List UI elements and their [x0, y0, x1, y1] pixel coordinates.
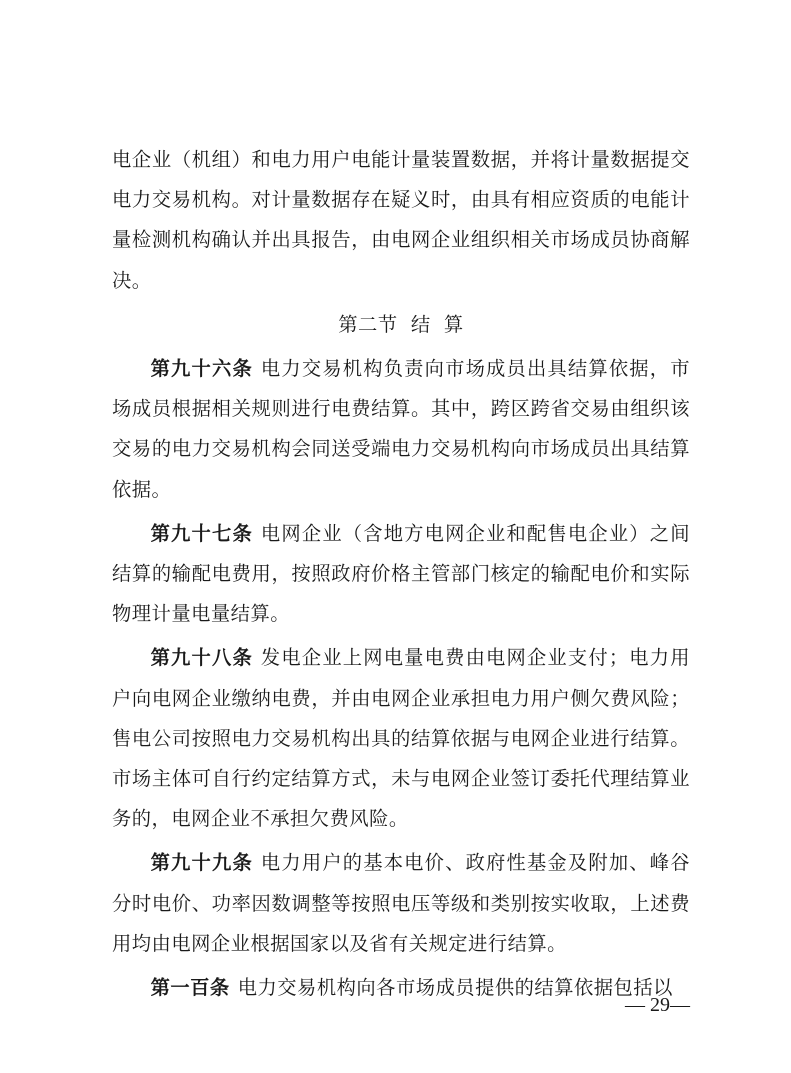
- article-number: 第一百条: [150, 976, 230, 1000]
- article-number: 第九十九条: [150, 851, 253, 875]
- article-number: 第九十八条: [150, 646, 253, 670]
- article-99: [112, 843, 690, 964]
- article-number: 第九十六条: [150, 357, 253, 381]
- article-text: 发电企业上网电量电费由电网企业支付；电力用户向电网企业缴纳电费，并由电网企业承担电力用户侧欠费风险；售电公司按照电力交易机构出具的结算依据与电网企业进行结算。市场主体可自行约定结算方式，未与电网企业签订委托代理结算业务的，电网企业不承担欠费风险。: [112, 646, 691, 831]
- article-100: [112, 968, 690, 1008]
- article-96: [112, 349, 690, 510]
- article-text: 电力交易机构向各市场成员提供的结算依据包括以: [237, 976, 673, 1000]
- page-number: — 29—: [625, 994, 690, 1016]
- article-text: 电力用户的基本电价、政府性基金及附加、峰谷分时电价、功率因数调整等按照电压等级和类别按实收取，上述费用均由电网企业根据国家以及省有关规定进行结算。: [112, 851, 691, 955]
- paragraph-continuation: 电企业（机组）和电力用户电能计量装置数据，并将计量数据提交电力交易机构。对计量数据存在疑义时，由具有相应资质的电能计量检测机构确认并出具报告，由电网企业组织相关市场成员协商解决。: [112, 148, 690, 292]
- article-97: [112, 514, 690, 635]
- article-98: [112, 638, 690, 839]
- article-number: 第九十七条: [150, 521, 253, 545]
- article-text: 电力交易机构负责向市场成员出具结算依据，市场成员根据相关规则进行电费结算。其中，跨区跨省交易由组织该交易的电力交易机构会同送受端电力交易机构向市场成员出具结算依据。: [112, 357, 691, 501]
- section-heading: 第二节 结 算: [338, 312, 464, 336]
- article-text: 电网企业（含地方电网企业和配售电企业）之间结算的输配电费用，按照政府价格主管部门核定的输配电价和实际物理计量电量结算。: [112, 521, 691, 626]
- document-body: [112, 140, 690, 1012]
